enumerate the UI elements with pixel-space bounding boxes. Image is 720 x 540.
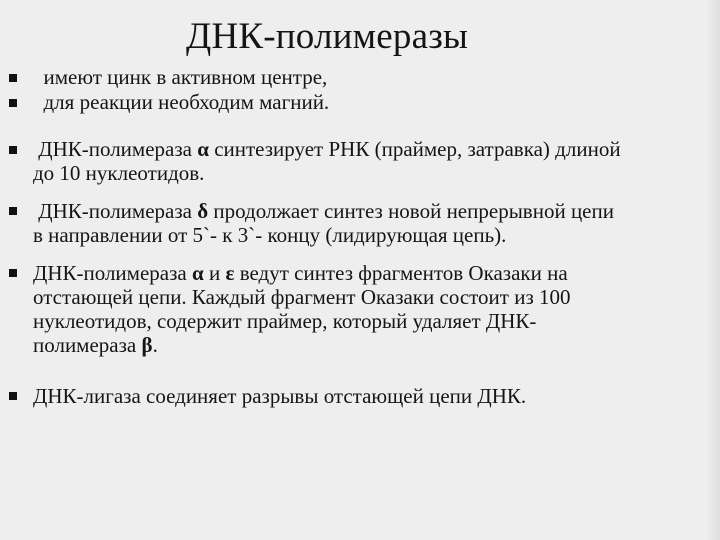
bullet-text: синтезирует РНК (праймер, затравка) длиной xyxy=(208,137,621,161)
slide-title: ДНК-полимеразы xyxy=(186,16,469,57)
bullet-text: ДНК-полимераза xyxy=(33,137,198,161)
bullet-item-ligase xyxy=(33,384,713,408)
bullet-text-continued: полимераза xyxy=(33,333,142,357)
bullet-item-okazaki xyxy=(33,261,713,357)
bullet-text-continued: отстающей цепи. Каждый фрагмент Оказаки состоит из 100 xyxy=(33,285,571,309)
bullet-text-continued: нуклеотидов, содержит праймер, который удаляет ДНК- xyxy=(33,309,537,333)
bullet-item-polymerase-alpha xyxy=(33,137,713,185)
greek-beta: β xyxy=(141,333,153,357)
bullet-item-polymerase-delta xyxy=(33,199,713,247)
bullet-item-magnesium xyxy=(33,90,713,114)
bullet-square-icon xyxy=(9,146,17,154)
bullet-text-continued: до 10 нуклеотидов. xyxy=(33,161,205,185)
bullet-text-continued: . xyxy=(152,333,158,357)
greek-epsilon: ε xyxy=(225,261,235,285)
bullet-square-icon xyxy=(9,207,17,215)
bullet-square-icon xyxy=(9,74,17,82)
bullet-text: ДНК-полимераза xyxy=(33,261,192,285)
bullet-text: и xyxy=(203,261,226,285)
bullet-text: ведут синтез фрагментов Оказаки на xyxy=(234,261,568,285)
greek-alpha: α xyxy=(191,261,204,285)
bullet-item-zinc xyxy=(33,65,713,89)
bullet-text: имеют цинк в активном центре, xyxy=(33,65,328,89)
bullet-square-icon xyxy=(9,269,17,277)
bullet-text: для реакции необходим магний. xyxy=(33,90,330,114)
bullet-text: продолжает синтез новой непрерывной цепи xyxy=(208,199,614,223)
bullet-text: ДНК-лигаза соединяет разрывы отстающей цепи ДНК. xyxy=(33,384,527,408)
bullet-square-icon xyxy=(9,392,17,400)
bullet-square-icon xyxy=(9,99,17,107)
greek-delta: δ xyxy=(197,199,209,223)
bullet-text: ДНК-полимераза xyxy=(33,199,198,223)
greek-alpha: α xyxy=(197,137,209,161)
bullet-text-continued: в направлении от 5`- к 3`- концу (лидирующая цепь). xyxy=(33,223,507,247)
